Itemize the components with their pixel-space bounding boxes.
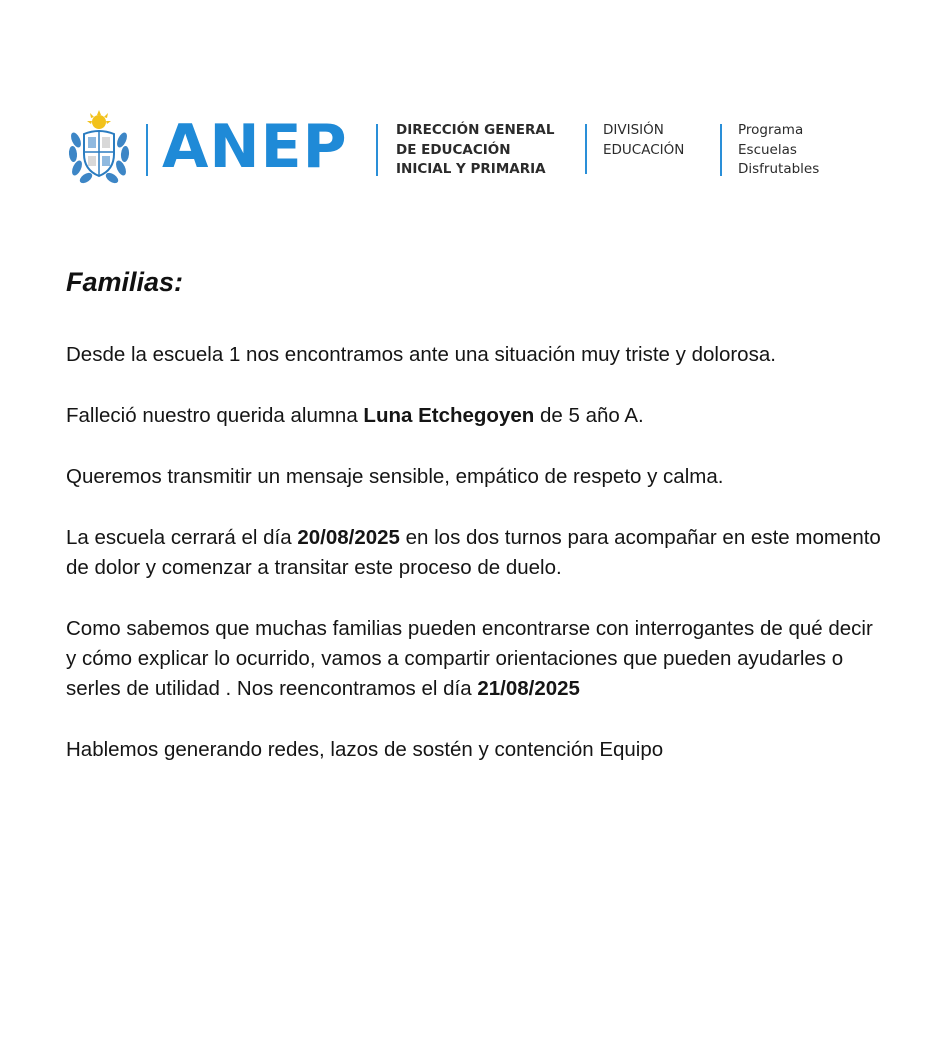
paragraph-announcement	[66, 401, 886, 431]
program-name-line: Programa	[738, 122, 804, 138]
student-name: Luna Etchegoyen	[363, 404, 535, 427]
paragraph-text: Falleció nuestro querida alumna	[66, 404, 364, 427]
return-date: 21/08/2025	[477, 677, 580, 700]
org-name	[396, 121, 554, 180]
paragraph-guidance	[66, 614, 886, 704]
division-name-line: EDUCACIÓN	[603, 141, 685, 158]
paragraph-text: Como sabemos que muchas familias pueden encontrarse con interrogantes de qué decir y cómo explicar lo ocurrido, vamos a compartir orientaciones que pueden ayudarles o serles de utilidad . Nos reencontramos el día	[66, 617, 873, 700]
letter-title: Familias:	[66, 267, 184, 297]
anep-logo-text: ANEP	[162, 112, 348, 182]
program-name-line: Escuelas	[738, 141, 797, 158]
letterhead	[66, 108, 866, 188]
divider	[376, 124, 378, 176]
division-name-line: DIVISIÓN	[603, 122, 664, 138]
paragraph-message: Queremos transmitir un mensaje sensible, empático de respeto y calma.	[66, 465, 724, 488]
paragraph-text: La escuela cerrará el día	[66, 526, 298, 549]
paragraph-closing: Hablemos generando redes, lazos de sostén y contención Equipo	[66, 738, 664, 761]
uruguay-coat-of-arms-icon	[66, 110, 132, 186]
paragraph-situation: Desde la escuela 1 nos encontramos ante una situación muy triste y dolorosa.	[66, 343, 776, 366]
closure-date: 20/08/2025	[297, 526, 400, 549]
letter-body	[66, 262, 886, 765]
divider	[720, 124, 722, 176]
org-name-line: DIRECCIÓN GENERAL	[396, 122, 555, 138]
division-name	[603, 121, 684, 160]
divider	[585, 124, 587, 174]
divider	[146, 124, 148, 176]
org-name-line: INICIAL Y PRIMARIA	[396, 161, 546, 177]
program-name	[738, 121, 819, 180]
paragraph-closure	[66, 523, 886, 583]
program-name-line: Disfrutables	[738, 161, 820, 177]
paragraph-text: de 5 año A.	[534, 404, 644, 427]
paragraph-text: en los dos turnos para acompañar en este momento de dolor y comenzar a transitar este proceso de duelo.	[66, 526, 881, 579]
org-name-line: DE EDUCACIÓN	[396, 141, 511, 158]
